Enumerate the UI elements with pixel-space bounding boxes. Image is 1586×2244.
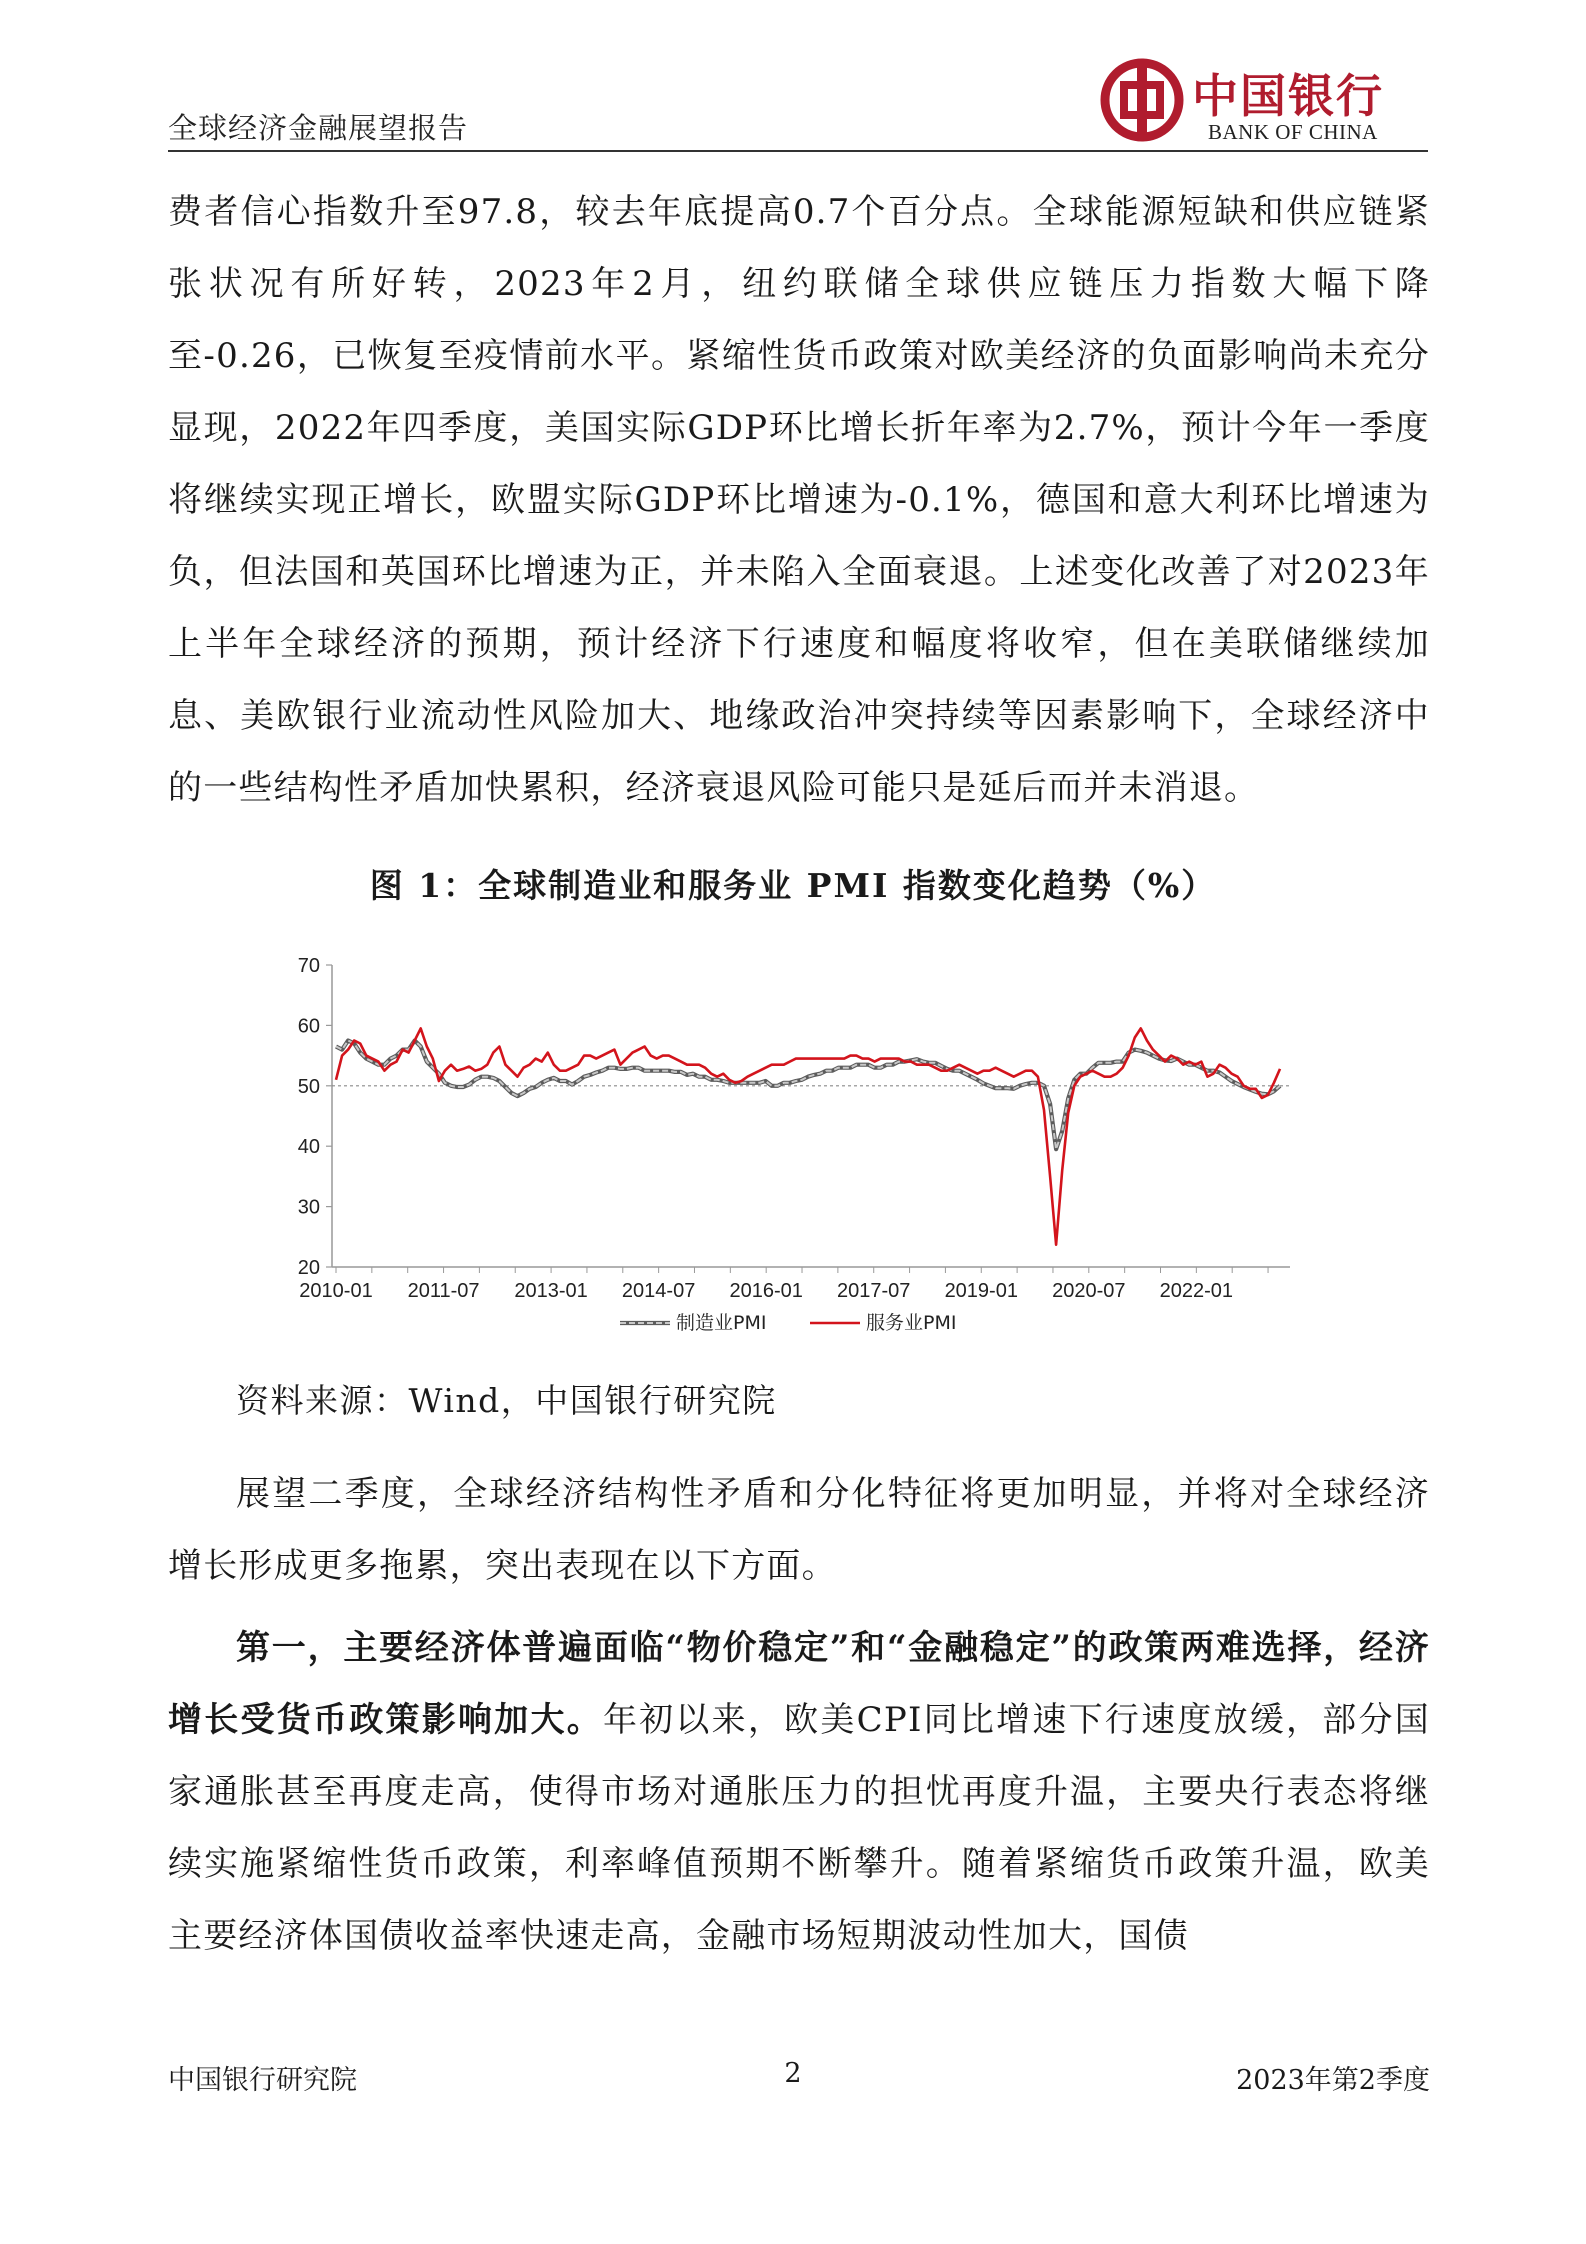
y-tick-label: 70 xyxy=(297,955,320,977)
x-tick-label: 2016-01 xyxy=(729,1280,803,1302)
y-tick-label: 60 xyxy=(297,1015,320,1038)
legend-label-manufacturing: 制造业PMI xyxy=(676,1312,767,1334)
x-tick-label: 2020-07 xyxy=(1052,1280,1126,1302)
x-tick-label: 2013-01 xyxy=(514,1280,588,1302)
x-tick-label: 2017-07 xyxy=(837,1280,911,1302)
logo-chinese-text: 中国银行 xyxy=(1192,69,1384,123)
y-tick-label: 50 xyxy=(297,1075,320,1098)
x-tick-label: 2022-01 xyxy=(1159,1280,1234,1302)
body-paragraph-1: 费者信心指数升至97.8，较去年底提高0.7个百分点。全球能源短缺和供应链紧张状况有所好转，2023年2月，纽约联储全球供应链压力指数大幅下降至-0.26，已恢复至疫情前水平。紧缩性货币政策对欧美经济的负面影响尚未充分显现，2022年四季度，美国实际GDP环比增长折年率为2.7%，预计今年一季度将继续实现正增长，欧盟实际GDP环比增速为-0.1%，德国和意大利环比增速为负，但法国和英国环比增速为正，并未陷入全面衰退。上述变化改善了对2023年上半年全球经济的预期，预计经济下行速度和幅度将收窄，但在美联储继续加息、美欧银行业流动性风险加大、地缘政治冲突持续等因素影响下，全球经济中的一些结构性矛盾加快累积，经济衰退风险可能只是延后而并未消退。 xyxy=(168,192,1430,808)
figure-source: 资料来源：Wind，中国银行研究院 xyxy=(236,1381,777,1420)
footer-period: 2023年第2季度 xyxy=(1236,2065,1430,2096)
series-line-manufacturing xyxy=(336,1041,1280,1150)
header-divider xyxy=(168,150,1428,152)
paragraph-3-body: 年初以来，欧美CPI同比增速下行速度放缓，部分国家通胀甚至再度走高，使得市场对通胀压力的担忧再度升温，主要央行表态将继续实施紧缩性货币政策，利率峰值预期不断攀升。随着紧缩货币政策升温，欧美主要经济体国债收益率快速走高，金融市场短期波动性加大，国债 xyxy=(168,1700,1430,1956)
footer-org: 中国银行研究院 xyxy=(168,2065,357,2096)
x-tick-label: 2010-01 xyxy=(299,1280,373,1302)
x-tick-label: 2011-07 xyxy=(407,1280,480,1302)
report-title: 全球经济金融展望报告 xyxy=(168,111,469,145)
y-tick-label: 40 xyxy=(297,1136,320,1159)
bank-of-china-emblem-icon xyxy=(1100,58,1184,142)
x-tick-label: 2014-07 xyxy=(621,1280,696,1302)
bank-logo xyxy=(1100,58,1430,148)
logo-english-text: BANK OF CHINA xyxy=(1208,120,1378,144)
footer-page-number: 2 xyxy=(784,2058,802,2089)
figure-title: 图 1：全球制造业和服务业 PMI 指数变化趋势（%） xyxy=(369,866,1217,905)
body-paragraph-3 xyxy=(168,1612,1430,1972)
legend-label-services: 服务业PMI xyxy=(866,1312,957,1334)
series-line-manufacturing-outline xyxy=(336,1041,1280,1150)
y-tick-label: 30 xyxy=(297,1196,320,1219)
pmi-line-chart xyxy=(280,955,1330,1340)
y-tick-label: 20 xyxy=(297,1257,320,1279)
series-line-services xyxy=(336,1028,1280,1244)
x-tick-label: 2019-01 xyxy=(944,1280,1018,1302)
body-paragraph-2: 展望二季度，全球经济结构性矛盾和分化特征将更加明显，并将对全球经济增长形成更多拖累，突出表现在以下方面。 xyxy=(168,1474,1430,1586)
paragraph-3-lead: 第一，主要经济体普遍面临“物价稳定”和“金融稳定”的政策两难选择，经济增长受货币政策影响加大。 xyxy=(168,1628,1430,1740)
